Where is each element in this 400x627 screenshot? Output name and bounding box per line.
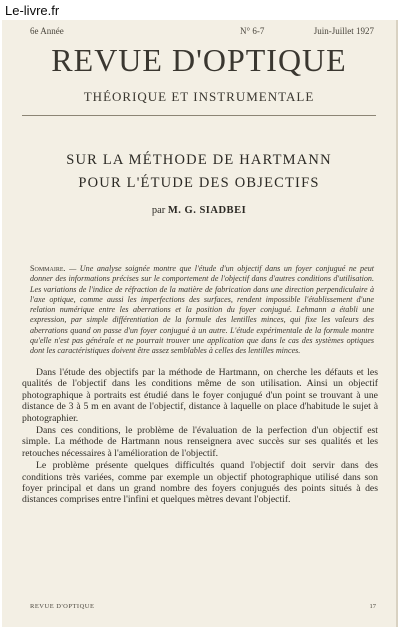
issue-number: N° 6-7 bbox=[240, 26, 265, 36]
watermark-text: Le-livre.fr bbox=[5, 3, 60, 18]
article-byline bbox=[2, 205, 396, 216]
body-paragraph-2: Dans ces conditions, le problème de l'évaluation de la perfection d'un objectif est simple. La méthode de Hartmann nous renseignera avec succès sur ses qualités et les retouches nécessaires à l'amélioration de l'objectif. bbox=[22, 425, 378, 459]
journal-title: REVUE D'OPTIQUE bbox=[51, 42, 347, 78]
summary-label: Sommaire. bbox=[30, 264, 66, 273]
page-number: 17 bbox=[369, 603, 376, 610]
summary-text: — Une analyse soignée montre que l'étude d'un objectif dans un foyer conjugué ne peut donner des informations précises sur le comportement de l'objectif dans d'autres conditions d'utilisation. Les variations de l'indice de réfraction de la matière de fabrication dans une direction perpendiculaire à l'axe optique, comme aussi les imperfections des surfaces, rendent impossible l'établissement d'une relation numérique entre les aberrations et la position du foyer conjugué. Lehmann a établi une expression, par simple différentiation de la formule des lentilles minces, qui fixe les valeurs des aberrations quand on passe d'un foyer conjugué à un autre. L'étude expérimentale de la formule montre qu'elle n'est pas générale et ne pourrait trouver une application que dans le cas des systèmes optiques dont les caractéristiques doivent être assez semblables à celles des lentilles minces. bbox=[30, 264, 374, 356]
journal-page bbox=[2, 20, 398, 627]
body-paragraph-1: Dans l'étude des objectifs par la méthode de Hartmann, on cherche les défauts et les qualités de l'objectif dans les conditions même de son utilisation. Ainsi un objectif photographique à portraits est étudié dans le foyer conjugué d'un point se trouvant à une distance de 3 à 5 m en avant de l'objectif, distance à laquelle on place d'habitude le sujet à photographier. bbox=[22, 367, 378, 424]
body-paragraph-3: Le problème présente quelques difficultés quand l'objectif doit servir dans des conditions très variées, comme par exemple un objectif photographique utilisé dans son foyer principal et dans un grand nombre des foyers conjugués des points situés à des distances comprises entre l'infini et quelques mètres devant l'objectif. bbox=[22, 460, 378, 506]
article-summary bbox=[30, 264, 374, 357]
issue-date: Juin-Juillet 1927 bbox=[313, 26, 374, 36]
byline-prefix: par bbox=[151, 205, 166, 216]
footer-journal: REVUE D'OPTIQUE bbox=[30, 603, 95, 610]
article-author: M. G. SIADBEI bbox=[167, 205, 247, 216]
article-body bbox=[22, 367, 378, 507]
article-title-line1: SUR LA MÉTHODE DE HARTMANN bbox=[66, 152, 332, 168]
issue-header bbox=[26, 26, 378, 38]
header-divider bbox=[22, 115, 376, 116]
article-title-line2: POUR L'ÉTUDE DES OBJECTIFS bbox=[78, 175, 320, 191]
journal-subtitle: THÉORIQUE ET INSTRUMENTALE bbox=[83, 89, 315, 104]
page-footer bbox=[30, 603, 376, 613]
issue-year: 6e Année bbox=[30, 26, 64, 36]
